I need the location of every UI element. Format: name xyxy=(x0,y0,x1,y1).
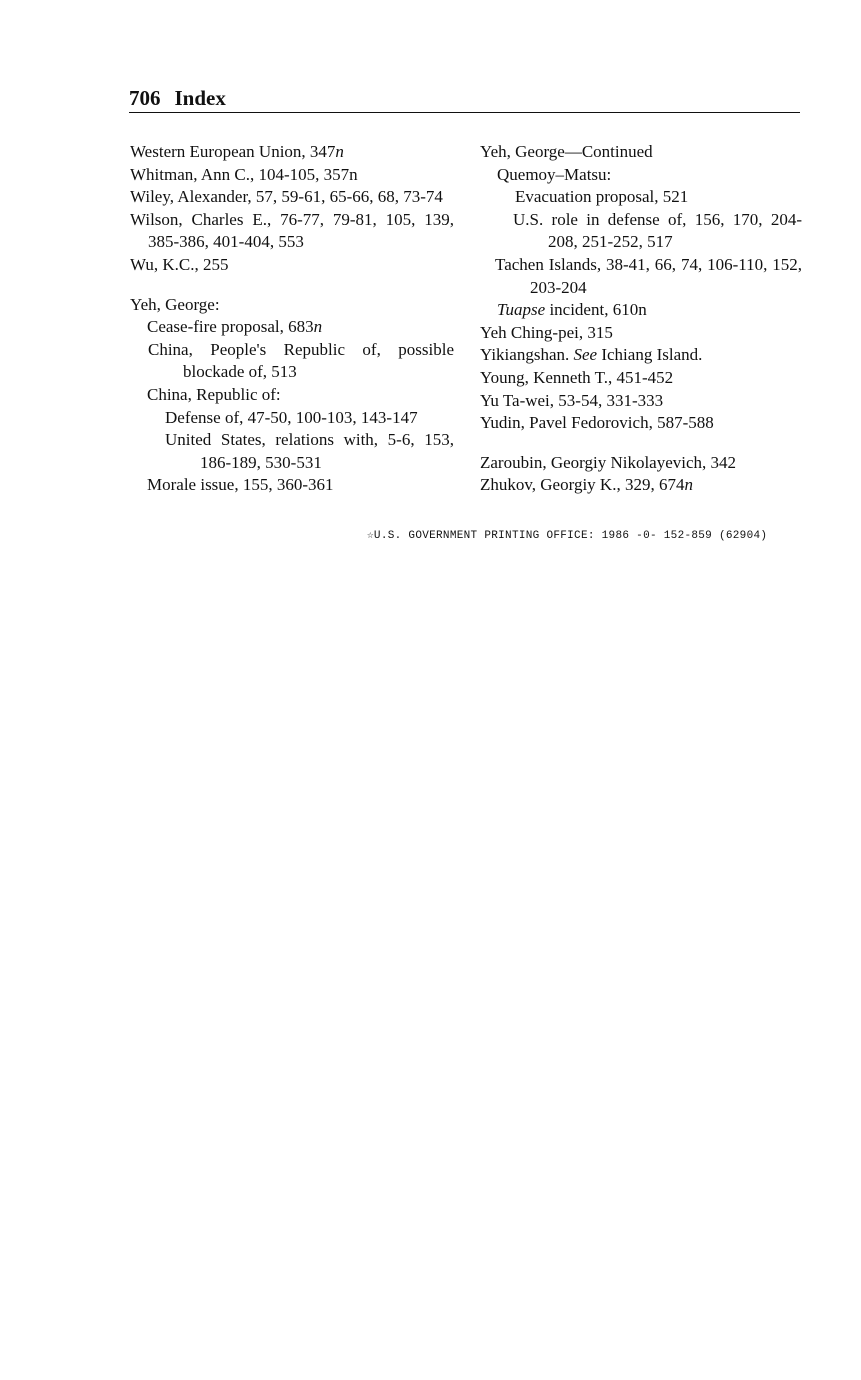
index-subentry: Evacuation proposal, 521 xyxy=(515,187,689,207)
printing-office-imprint: ☆U.S. GOVERNMENT PRINTING OFFICE: 1986 -0- 152-859 (62904) xyxy=(367,530,768,542)
page-header xyxy=(129,86,800,113)
index-subentry: Quemoy–Matsu: xyxy=(497,164,612,184)
index-entry: Whitman, Ann C., 104-105, 357n xyxy=(130,164,358,184)
index-entry: Yeh, George: xyxy=(130,294,220,314)
index-subentry: China, Republic of: xyxy=(147,384,281,404)
page-title: Index xyxy=(174,86,226,110)
index-subentry: Cease-fire proposal, 683n xyxy=(147,317,323,337)
index-subentry: Tuapse incident, 610n xyxy=(497,300,647,320)
index-entry: Wiley, Alexander, 57, 59-61, 65-66, 68, 73-74 xyxy=(130,187,443,207)
index-entry: Zaroubin, Georgiy Nikolayevich, 342 xyxy=(480,452,737,472)
index-entry: Yudin, Pavel Fedorovich, 587-588 xyxy=(480,413,714,433)
index-column-left xyxy=(130,141,454,497)
index-entry: Yeh, George—Continued xyxy=(480,142,653,161)
index-entry: Yikiangshan. See Ichiang Island. xyxy=(480,345,703,365)
index-subentry: Morale issue, 155, 360-361 xyxy=(147,475,334,495)
index-entry: Wu, K.C., 255 xyxy=(130,254,229,274)
index-entry: Western European Union, 347n xyxy=(130,142,344,161)
page-number: 706 xyxy=(129,86,161,110)
index-entry: Yeh Ching-pei, 315 xyxy=(480,322,613,342)
index-subentry: U.S. role in defense of, 156, 170, 204-208, 251-252, 517 xyxy=(513,209,802,252)
index-subentry: Defense of, 47-50, 100-103, 143-147 xyxy=(165,407,418,427)
index-column-right xyxy=(480,141,802,497)
index-entry: Yu Ta-wei, 53-54, 331-333 xyxy=(480,390,664,410)
index-subentry: Tachen Islands, 38-41, 66, 74, 106-110, 152, 203-204 xyxy=(495,254,802,297)
index-entry: Young, Kenneth T., 451-452 xyxy=(480,367,674,387)
index-entry: Wilson, Charles E., 76-77, 79-81, 105, 139, 385-386, 401-404, 553 xyxy=(130,209,454,252)
index-entry: Zhukov, Georgiy K., 329, 674n xyxy=(480,475,693,495)
index-subentry: United States, relations with, 5-6, 153, 186-189, 530-531 xyxy=(165,430,454,472)
index-subentry: China, People's Republic of, possible blockade of, 513 xyxy=(148,339,454,382)
